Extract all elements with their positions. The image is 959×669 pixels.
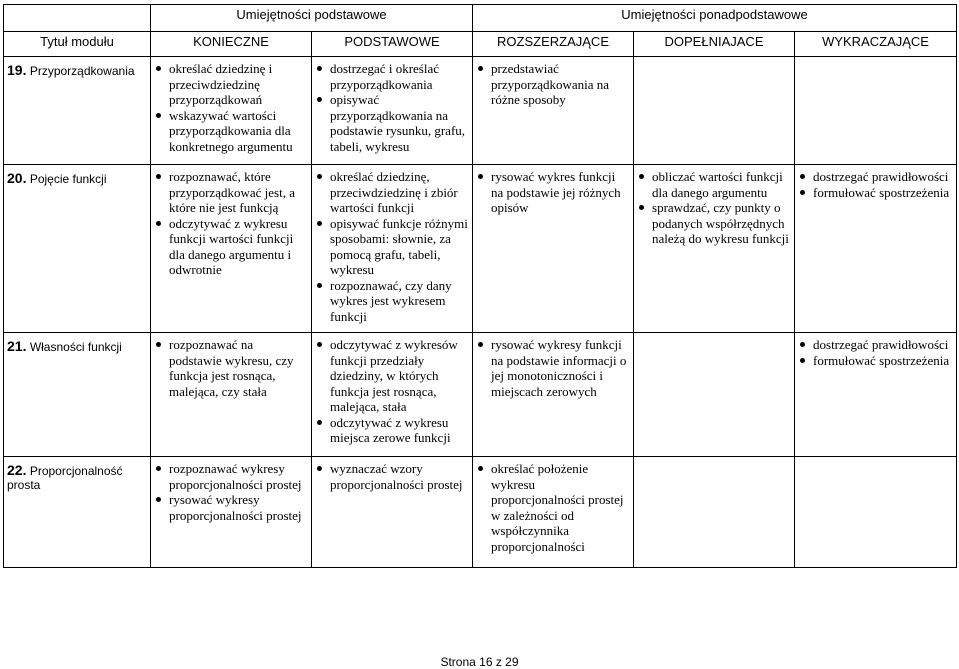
bullet-icon — [800, 190, 805, 195]
module-number: 21. — [7, 338, 27, 354]
skills-list — [154, 337, 308, 399]
list-item — [154, 492, 308, 523]
skills-list — [154, 461, 308, 523]
skills-cell-dopelniajace — [634, 333, 795, 457]
list-item — [154, 61, 308, 108]
module-topic-cell — [4, 57, 151, 165]
bullet-icon — [156, 342, 161, 347]
table-row — [4, 57, 957, 165]
skills-list — [476, 337, 630, 399]
table-row — [4, 457, 957, 568]
bullet-icon — [317, 221, 322, 226]
bullet-icon — [156, 174, 161, 179]
bullet-icon — [156, 113, 161, 118]
list-item — [315, 278, 469, 325]
skill-text: rysować wykresy funkcji na podstawie informacji o jej monotoniczności i miejscach zerowych — [491, 337, 627, 399]
bullet-icon — [156, 66, 161, 71]
skills-cell-wykraczajace — [795, 165, 957, 333]
skill-text: określać dziedzinę, przeciwdziedzinę i zbiór wartości funkcji — [330, 169, 458, 215]
skills-cell-podstawowe — [312, 333, 473, 457]
skills-list — [315, 169, 469, 324]
skill-text: dostrzegać prawidłowości — [813, 169, 949, 184]
list-item — [154, 169, 308, 216]
list-item — [798, 185, 953, 201]
table-body — [4, 57, 957, 568]
skill-text: rozpoznawać, które przyporządkować jest, a które nie jest funkcją — [169, 169, 295, 215]
bullet-icon — [317, 97, 322, 102]
list-item — [154, 216, 308, 278]
bullet-icon — [478, 342, 483, 347]
skills-list — [476, 461, 630, 554]
skill-text: rozpoznawać na podstawie wykresu, czy funkcja jest rosnąca, malejąca, czy stała — [169, 337, 294, 399]
bullet-icon — [800, 358, 805, 363]
skill-text: wyznaczać wzory proporcjonalności prostej — [330, 461, 463, 492]
skills-cell-dopelniajace — [634, 457, 795, 568]
list-item — [798, 353, 953, 369]
skills-cell-konieczne — [151, 457, 312, 568]
module-name: Proporcjonalność prosta — [7, 464, 123, 492]
level-header-podstawowe: PODSTAWOWE — [312, 32, 473, 57]
skills-cell-dopelniajace — [634, 165, 795, 333]
skill-text: opisywać funkcje różnymi sposobami: słownie, za pomocą grafu, tabeli, wykresu — [330, 215, 468, 277]
skills-list — [315, 337, 469, 446]
list-item — [154, 337, 308, 399]
table-row — [4, 333, 957, 457]
skills-list — [476, 61, 630, 108]
skill-text: określać dziedzinę i przeciwdziedzinę przyporządkowań — [169, 61, 273, 107]
header-level-row — [4, 32, 957, 57]
skills-cell-wykraczajace — [795, 57, 957, 165]
skills-list — [315, 61, 469, 154]
module-title-header: Tytuł modułu — [4, 32, 151, 57]
list-item — [476, 61, 630, 108]
bullet-icon — [317, 66, 322, 71]
module-name: Własności funkcji — [29, 340, 122, 354]
module-topic-cell — [4, 165, 151, 333]
bullet-icon — [317, 174, 322, 179]
bullet-icon — [156, 497, 161, 502]
skills-cell-konieczne — [151, 165, 312, 333]
skills-list — [154, 169, 308, 278]
list-item — [476, 461, 630, 554]
bullet-icon — [156, 466, 161, 471]
skills-list — [476, 169, 630, 216]
page-footer: Strona 16 z 29 — [440, 655, 519, 669]
bullet-icon — [156, 221, 161, 226]
skills-cell-rozszerzajace — [473, 333, 634, 457]
list-item — [476, 169, 630, 216]
bullet-icon — [478, 466, 483, 471]
header-group-row — [4, 5, 957, 32]
bullet-icon — [317, 342, 322, 347]
skills-list — [798, 337, 953, 368]
list-item — [476, 337, 630, 399]
skill-text: odczytywać z wykresu funkcji wartości funkcji dla danego argumentu i odwrotnie — [169, 215, 294, 277]
module-number: 22. — [7, 462, 27, 478]
skills-cell-konieczne — [151, 57, 312, 165]
skill-text: odczytywać z wykresów funkcji przedziały dziedziny, w których funkcja jest rosnąca, malejąca, stała — [330, 337, 458, 414]
skills-cell-dopelniajace — [634, 57, 795, 165]
bullet-icon — [478, 66, 483, 71]
module-topic-cell — [4, 333, 151, 457]
skills-list — [798, 169, 953, 200]
skill-text: rozpoznawać, czy dany wykres jest wykresem funkcji — [330, 277, 452, 324]
skill-text: sprawdzać, czy punkty o podanych współrzędnych należą do wykresu funkcji — [652, 200, 789, 246]
skill-text: wskazywać wartości przyporządkowania dla konkretnego argumentu — [169, 107, 293, 154]
skill-text: odczytywać z wykresu miejsca zerowe funkcji — [330, 414, 451, 445]
skills-list — [315, 461, 469, 492]
skills-cell-wykraczajace — [795, 333, 957, 457]
bullet-icon — [478, 174, 483, 179]
skill-text: obliczać wartości funkcji dla danego argumentu — [652, 169, 783, 200]
skills-cell-podstawowe — [312, 165, 473, 333]
list-item — [315, 216, 469, 278]
list-item — [315, 461, 469, 492]
module-name: Przyporządkowania — [29, 64, 135, 78]
module-topic-cell — [4, 457, 151, 568]
skill-text: rozpoznawać wykresy proporcjonalności prostej — [169, 461, 302, 492]
bullet-icon — [800, 342, 805, 347]
list-item — [315, 415, 469, 446]
list-item — [154, 108, 308, 155]
header-empty-cell — [4, 5, 151, 32]
level-header-wykraczajace: WYKRACZAJĄCE — [795, 32, 957, 57]
skills-cell-podstawowe — [312, 457, 473, 568]
list-item — [637, 200, 791, 247]
basic-skills-header: Umiejętności podstawowe — [151, 5, 473, 32]
list-item — [315, 337, 469, 415]
bullet-icon — [800, 174, 805, 179]
list-item — [637, 169, 791, 200]
module-name: Pojęcie funkcji — [29, 172, 107, 186]
curriculum-table — [3, 4, 957, 568]
skill-text: opisywać przyporządkowania na podstawie rysunku, grafu, tabeli, wykresu — [330, 92, 466, 154]
bullet-icon — [317, 283, 322, 288]
skill-text: rysować wykresy proporcjonalności prostej — [169, 492, 302, 523]
level-header-konieczne: KONIECZNE — [151, 32, 312, 57]
skill-text: formułować spostrzeżenia — [813, 184, 950, 200]
list-item — [315, 61, 469, 92]
list-item — [798, 337, 953, 353]
skills-list — [637, 169, 791, 247]
skill-text: formułować spostrzeżenia — [813, 352, 950, 368]
list-item — [798, 169, 953, 185]
skills-cell-rozszerzajace — [473, 457, 634, 568]
list-item — [315, 169, 469, 216]
skills-cell-rozszerzajace — [473, 165, 634, 333]
advanced-skills-header: Umiejętności ponadpodstawowe — [473, 5, 957, 32]
skill-text: dostrzegać prawidłowości — [813, 337, 949, 352]
module-number: 19. — [7, 62, 27, 78]
bullet-icon — [639, 174, 644, 179]
bullet-icon — [317, 420, 322, 425]
skill-text: przedstawiać przyporządkowania na różne sposoby — [491, 61, 610, 107]
level-header-dopelniajace: DOPEŁNIAJACE — [634, 32, 795, 57]
list-item — [315, 92, 469, 154]
bullet-icon — [317, 466, 322, 471]
skill-text: dostrzegać i określać przyporządkowania — [330, 61, 440, 92]
skills-cell-rozszerzajace — [473, 57, 634, 165]
level-header-rozszerzajace: ROZSZERZAJĄCE — [473, 32, 634, 57]
module-number: 20. — [7, 170, 27, 186]
table-row — [4, 165, 957, 333]
skill-text: określać położenie wykresu proporcjonalności prostej w zależności od współczynnika proporcjonalności — [491, 461, 624, 554]
skills-cell-podstawowe — [312, 57, 473, 165]
skills-cell-wykraczajace — [795, 457, 957, 568]
skills-cell-konieczne — [151, 333, 312, 457]
skills-list — [154, 61, 308, 154]
skill-text: rysować wykres funkcji na podstawie jej różnych opisów — [491, 169, 621, 215]
list-item — [154, 461, 308, 492]
bullet-icon — [639, 205, 644, 210]
